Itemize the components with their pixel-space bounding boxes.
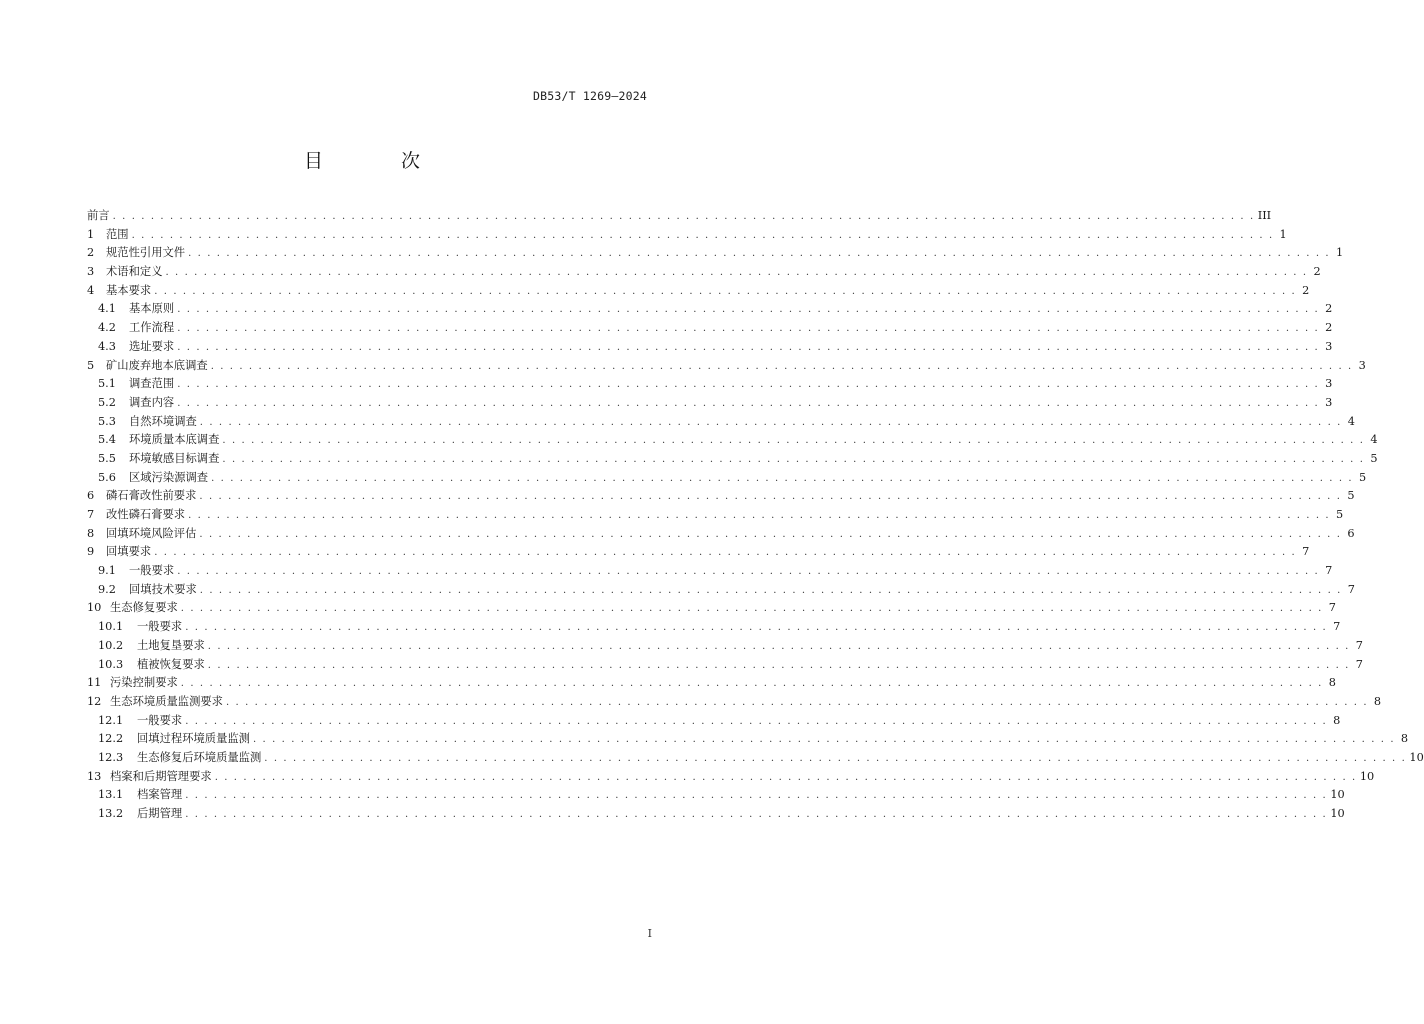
toc-entry[interactable]	[87, 263, 1321, 282]
toc-entry-page: 6	[1347, 526, 1355, 540]
toc-entry-title: 生态修复后环境质量监测	[137, 750, 262, 764]
toc-entry-number: 9	[87, 545, 95, 559]
toc-entry-page: 2	[1325, 302, 1333, 316]
toc-dot-leader: . . . . . . . . . . . . . . . . . . . . . . . . . . . . . . . . . . . . . . . . . . . . . . . . . . . . . . . . . . . . . . . . . . . . . . . . . . . . . . . . . . . . . . . . . . . . . . . . . . . . . . . . . . . . . . . . . . . . . . . .	[188, 248, 1331, 260]
toc-subentry[interactable]	[87, 712, 1341, 731]
toc-entry-title: 改性磷石膏要求	[106, 508, 186, 521]
toc-subentry[interactable]	[87, 637, 1363, 656]
toc-dot-leader: . . . . . . . . . . . . . . . . . . . . . . . . . . . . . . . . . . . . . . . . . . . . . . . . . . . . . . . . . . . . . . . . . . . . . . . . . . . . . . . . . . . . . . . . . . . . . . . . . . . . . . . . . . . . . . . . . . . . . . . .	[199, 584, 1342, 596]
toc-dot-leader: . . . . . . . . . . . . . . . . . . . . . . . . . . . . . . . . . . . . . . . . . . . . . . . . . . . . . . . . . . . . . . . . . . . . . . . . . . . . . . . . . . . . . . . . . . . . . . . . . . . . . . . . . . . . . . . . . . . . . . . .	[180, 603, 1323, 615]
toc-entry-page: 7	[1333, 620, 1341, 634]
toc-entry-number: 1	[87, 227, 95, 241]
table-of-contents	[87, 207, 1424, 824]
toc-entry-page: 1	[1279, 227, 1287, 241]
toc-dot-leader: . . . . . . . . . . . . . . . . . . . . . . . . . . . . . . . . . . . . . . . . . . . . . . . . . . . . . . . . . . . . . . . . . . . . . . . . . . . . . . . . . . . . . . . . . . . . . . . . . . . . . . . . . . . . . . . . . . . . . . . .	[177, 379, 1320, 391]
toc-entry-title: 档案管理	[137, 788, 183, 802]
toc-entry-title: 调查内容	[129, 395, 175, 409]
toc-dot-leader: . . . . . . . . . . . . . . . . . . . . . . . . . . . . . . . . . . . . . . . . . . . . . . . . . . . . . . . . . . . . . . . . . . . . . . . . . . . . . . . . . . . . . . . . . . . . . . . . . . . . . . . . . . . . . . . . . . . . . . . .	[177, 566, 1320, 578]
toc-entry[interactable]	[87, 487, 1355, 506]
toc-entry-page: 2	[1325, 321, 1333, 335]
toc-entry-number: 12.1	[98, 713, 124, 727]
toc-entry[interactable]	[87, 226, 1287, 245]
toc-entry-title: 范围	[106, 227, 129, 241]
toc-entry-number: 5.3	[98, 414, 116, 428]
toc-entry-title: 档案和后期管理要求	[110, 769, 212, 783]
toc-entry-number: 4	[87, 283, 95, 297]
toc-entry[interactable]	[87, 693, 1382, 712]
toc-entry-title: 生态修复要求	[110, 601, 178, 615]
toc-entry-number: 5.6	[98, 470, 116, 484]
toc-dot-leader: . . . . . . . . . . . . . . . . . . . . . . . . . . . . . . . . . . . . . . . . . . . . . . . . . . . . . . . . . . . . . . . . . . . . . . . . . . . . . . . . . . . . . . . . . . . . . . . . . . . . . . . . . . . . . . . . . . . . . . . .	[222, 435, 1365, 447]
toc-entry-number: 5	[87, 358, 95, 372]
toc-entry-title: 矿山废弃地本底调查	[106, 358, 208, 372]
toc-subentry[interactable]	[87, 338, 1333, 357]
toc-entry-page: 7	[1328, 601, 1336, 615]
toc-entry-title: 生态环境质量监测要求	[110, 694, 223, 708]
toc-dot-leader: . . . . . . . . . . . . . . . . . . . . . . . . . . . . . . . . . . . . . . . . . . . . . . . . . . . . . . . . . . . . . . . . . . . . . . . . . . . . . . . . . . . . . . . . . . . . . . . . . . . . . . . . . . . . . . . . . . . . . . . .	[210, 360, 1353, 372]
toc-entry-title: 自然环境调查	[129, 414, 197, 428]
toc-entry-number: 5.1	[98, 377, 116, 391]
document-code: DB53/T 1269—2024	[533, 89, 647, 103]
toc-dot-leader: . . . . . . . . . . . . . . . . . . . . . . . . . . . . . . . . . . . . . . . . . . . . . . . . . . . . . . . . . . . . . . . . . . . . . . . . . . . . . . . . . . . . . . . . . . . . . . . . . . . . . . . . . . . . . . . . . . . . . . . .	[225, 696, 1369, 708]
toc-dot-leader: . . . . . . . . . . . . . . . . . . . . . . . . . . . . . . . . . . . . . . . . . . . . . . . . . . . . . . . . . . . . . . . . . . . . . . . . . . . . . . . . . . . . . . . . . . . . . . . . . . . . . . . . . . . . . . . . . . . . . . . .	[177, 397, 1320, 409]
toc-subentry[interactable]	[87, 805, 1345, 824]
toc-entry-number: 2	[87, 246, 95, 260]
toc-subentry[interactable]	[87, 730, 1409, 749]
toc-entry-number: 10.3	[98, 657, 124, 671]
toc-dot-leader: . . . . . . . . . . . . . . . . . . . . . . . . . . . . . . . . . . . . . . . . . . . . . . . . . . . . . . . . . . . . . . . . . . . . . . . . . . . . . . . . . . . . . . . . . . . . . . . . . . . . . . . . . . . . . . . . . . . . . . . .	[154, 285, 1297, 297]
toc-entry-number: 5.2	[98, 395, 116, 409]
page-number: I	[647, 927, 652, 940]
toc-entry-page: 8	[1328, 676, 1336, 690]
toc-entry-title: 前言	[87, 209, 110, 222]
toc-entry-title: 磷石膏改性前要求	[106, 489, 197, 503]
toc-entry-number: 10.2	[98, 638, 124, 652]
toc-entry[interactable]	[87, 244, 1344, 263]
toc-dot-leader: . . . . . . . . . . . . . . . . . . . . . . . . . . . . . . . . . . . . . . . . . . . . . . . . . . . . . . . . . . . . . . . . . . . . . . . . . . . . . . . . . . . . . . . . . . . . . . . . . . . . . . . . . . . . . . . . . . . . . . . .	[222, 453, 1365, 465]
toc-entry-page: 7	[1302, 545, 1310, 559]
toc-entry-number: 5.4	[98, 433, 116, 447]
toc-entry-title: 回填环境风险评估	[106, 526, 197, 540]
toc-entry-number: 5.5	[98, 451, 116, 465]
toc-entry-title: 选址要求	[129, 339, 175, 353]
toc-entry-number: 13.2	[98, 807, 124, 820]
toc-entry-page: 7	[1325, 564, 1333, 578]
toc-entry-number: 6	[87, 489, 95, 503]
toc-entry-title: 植被恢复要求	[137, 657, 205, 671]
toc-subentry[interactable]	[87, 786, 1345, 805]
toc-dot-leader: . . . . . . . . . . . . . . . . . . . . . . . . . . . . . . . . . . . . . . . . . . . . . . . . . . . . . . . . . . . . . . . . . . . . . . . . . . . . . . . . . . . . . . . . . . . . . . . . . . . . . . . . . . . . . . . . . . . . . . . .	[185, 622, 1328, 634]
toc-dot-leader: . . . . . . . . . . . . . . . . . . . . . . . . . . . . . . . . . . . . . . . . . . . . . . . . . . . . . . . . . . . . . . . . . . . . . . . . . . . . . . . . . . . . . . . . . . . . . . . . . . . . . . . . . . . . . . . . . . . . . . . .	[165, 267, 1308, 279]
toc-entry-title: 土地复垦要求	[137, 638, 205, 652]
toc-entry-title: 环境质量本底调查	[129, 433, 220, 447]
toc-subentry[interactable]	[87, 562, 1333, 581]
toc-entry-number: 12.2	[98, 732, 124, 746]
toc-entry-number: 8	[87, 526, 95, 540]
toc-entry-title: 基本原则	[129, 302, 175, 316]
toc-entry[interactable]	[87, 674, 1336, 693]
toc-dot-leader: . . . . . . . . . . . . . . . . . . . . . . . . . . . . . . . . . . . . . . . . . . . . . . . . . . . . . . . . . . . . . . . . . . . . . . . . . . . . . . . . . . . . . . . . . . . . . . . . . . . . . . . . . . . . . . . . . . . . . . . .	[207, 659, 1350, 671]
toc-entry-number: 11	[87, 676, 102, 690]
toc-entry-page: 2	[1313, 265, 1321, 279]
toc-entry-page: 10	[1409, 750, 1424, 764]
toc-entry-page: 10	[1330, 807, 1345, 820]
toc-entry[interactable]	[87, 357, 1366, 376]
toc-dot-leader: . . . . . . . . . . . . . . . . . . . . . . . . . . . . . . . . . . . . . . . . . . . . . . . . . . . . . . . . . . . . . . . . . . . . . . . . . . . . . . . . . . . . . . . . . . . . . . . . . . . . . . . . . . . . . . . . . . . . . . . .	[177, 341, 1320, 353]
toc-entry[interactable]	[87, 506, 1344, 525]
toc-entry[interactable]	[87, 207, 1272, 226]
toc-dot-leader: . . . . . . . . . . . . . . . . . . . . . . . . . . . . . . . . . . . . . . . . . . . . . . . . . . . . . . . . . . . . . . . . . . . . . . . . . . . . . . . . . . . . . . . . . . . . . . . . . . . . . . . . . . . . . . . . . . . . . . . .	[199, 416, 1342, 428]
toc-entry-page: 7	[1355, 657, 1363, 671]
toc-entry[interactable]	[87, 768, 1375, 787]
toc-entry-page: 10	[1330, 788, 1345, 802]
toc-entry-number: 7	[87, 508, 95, 521]
toc-dot-leader: . . . . . . . . . . . . . . . . . . . . . . . . . . . . . . . . . . . . . . . . . . . . . . . . . . . . . . . . . . . . . . . . . . . . . . . . . . . . . . . . . . . . . . . . . . . . . . . . . . . . . . . . . . . . . . . . . . . . . . . .	[211, 472, 1354, 484]
toc-entry-title: 术语和定义	[106, 265, 163, 279]
toc-entry-number: 13.1	[98, 788, 124, 802]
toc-dot-leader: . . . . . . . . . . . . . . . . . . . . . . . . . . . . . . . . . . . . . . . . . . . . . . . . . . . . . . . . . . . . . . . . . . . . . . . . . . . . . . . . . . . . . . . . . . . . . . . . . . . . . . . . . . . . . . . . . . . . . . . .	[185, 809, 1328, 820]
toc-entry-title: 污染控制要求	[110, 676, 178, 690]
toc-dot-leader: . . . . . . . . . . . . . . . . . . . . . . . . . . . . . . . . . . . . . . . . . . . . . . . . . . . . . . . . . . . . . . . . . . . . . . . . . . . . . . . . . . . . . . . . . . . . . . . . . . . . . . . . . . . . . . . . . . . . . . . .	[154, 547, 1297, 559]
toc-dot-leader: . . . . . . . . . . . . . . . . . . . . . . . . . . . . . . . . . . . . . . . . . . . . . . . . . . . . . . . . . . . . . . . . . . . . . . . . . . . . . . . . . . . . . . . . . . . . . . . . . . . . . . . . . . . . . . . . . . . . . . . .	[207, 640, 1350, 652]
toc-entry-page: 5	[1359, 470, 1367, 484]
toc-subentry[interactable]	[87, 413, 1355, 432]
toc-entry-number: 12	[87, 694, 102, 708]
toc-entry-number: 10	[87, 601, 102, 615]
toc-entry-page: 5	[1370, 451, 1378, 465]
toc-subentry[interactable]	[87, 394, 1333, 413]
toc-dot-leader: . . . . . . . . . . . . . . . . . . . . . . . . . . . . . . . . . . . . . . . . . . . . . . . . . . . . . . . . . . . . . . . . . . . . . . . . . . . . . . . . . . . . . . . . . . . . . . . . . . . . . . . . . . . . . . . . . . . . . . . .	[188, 510, 1331, 521]
toc-entry-page: 3	[1325, 395, 1333, 409]
toc-entry-page: 2	[1302, 283, 1310, 297]
toc-entry-page: 7	[1355, 638, 1363, 652]
toc-subentry[interactable]	[87, 300, 1333, 319]
toc-dot-leader: . . . . . . . . . . . . . . . . . . . . . . . . . . . . . . . . . . . . . . . . . . . . . . . . . . . . . . . . . . . . . . . . . . . . . . . . . . . . . . . . . . . . . . . . . . . . . . . . . . . . . . . . . . . . . . . . . . . . . . . .	[177, 323, 1320, 335]
toc-subentry[interactable]	[87, 431, 1378, 450]
toc-dot-leader: . . . . . . . . . . . . . . . . . . . . . . . . . . . . . . . . . . . . . . . . . . . . . . . . . . . . . . . . . . . . . . . . . . . . . . . . . . . . . . . . . . . . . . . . . . . . . . . . . . . . . . . . . . . . . . . . . . . . . . . .	[185, 715, 1328, 727]
toc-entry-page: 8	[1333, 713, 1341, 727]
toc-entry-title: 一般要求	[137, 713, 183, 727]
toc-subentry[interactable]	[87, 581, 1355, 600]
toc-subentry[interactable]	[87, 450, 1378, 469]
toc-entry[interactable]	[87, 525, 1355, 544]
toc-entry-number: 12.3	[98, 750, 124, 764]
toc-dot-leader: . . . . . . . . . . . . . . . . . . . . . . . . . . . . . . . . . . . . . . . . . . . . . . . . . . . . . . . . . . . . . . . . . . . . . . . . . . . . . . . . . . . . . . . . . . . . . . . . . . . . . . . . . . . . . . . . . . . . . . . .	[252, 734, 1396, 746]
toc-subentry[interactable]	[87, 656, 1363, 675]
toc-entry-page: III	[1257, 209, 1272, 222]
toc-entry-title: 回填技术要求	[129, 582, 197, 596]
toc-entry-page: 3	[1325, 377, 1333, 391]
toc-entry-page: 3	[1358, 358, 1366, 372]
toc-subentry[interactable]	[87, 319, 1333, 338]
toc-entry-title: 区域污染源调查	[129, 470, 209, 484]
toc-entry-number: 10.1	[98, 620, 124, 634]
toc-entry-page: 8	[1373, 694, 1382, 708]
toc-entry-title: 回填要求	[106, 545, 152, 559]
toc-entry[interactable]	[87, 599, 1336, 618]
toc-entry-page: 1	[1336, 246, 1344, 260]
toc-dot-leader: . . . . . . . . . . . . . . . . . . . . . . . . . . . . . . . . . . . . . . . . . . . . . . . . . . . . . . . . . . . . . . . . . . . . . . . . . . . . . . . . . . . . . . . . . . . . . . . . . . . . . . . . . . . . . . . . . . . . . . . .	[264, 752, 1407, 764]
toc-entry-page: 5	[1347, 489, 1355, 503]
toc-entry[interactable]	[87, 282, 1310, 301]
toc-subentry[interactable]	[87, 618, 1341, 637]
toc-entry-page: 4	[1370, 433, 1378, 447]
toc-entry-title: 一般要求	[137, 620, 183, 634]
toc-entry-number: 4.1	[98, 302, 116, 316]
toc-dot-leader: . . . . . . . . . . . . . . . . . . . . . . . . . . . . . . . . . . . . . . . . . . . . . . . . . . . . . . . . . . . . . . . . . . . . . . . . . . . . . . . . . . . . . . . . . . . . . . . . . . . . . . . . . . . . . . . . . . . . . . . .	[185, 790, 1328, 802]
toc-dot-leader: . . . . . . . . . . . . . . . . . . . . . . . . . . . . . . . . . . . . . . . . . . . . . . . . . . . . . . . . . . . . . . . . . . . . . . . . . . . . . . . . . . . . . . . . . . . . . . . . . . . . . . . . . . . . . . . . . . . . . . . .	[177, 304, 1320, 316]
toc-entry-title: 回填过程环境质量监测	[137, 732, 250, 746]
toc-entry-title: 基本要求	[106, 283, 152, 297]
toc-entry-number: 4.3	[98, 339, 116, 353]
toc-entry-number: 9.2	[98, 582, 116, 596]
toc-dot-leader: . . . . . . . . . . . . . . . . . . . . . . . . . . . . . . . . . . . . . . . . . . . . . . . . . . . . . . . . . . . . . . . . . . . . . . . . . . . . . . . . . . . . . . . . . . . . . . . . . . . . . . . . . . . . . . . . . . . . . . . .	[180, 678, 1323, 690]
toc-entry-page: 7	[1347, 582, 1355, 596]
toc-dot-leader: . . . . . . . . . . . . . . . . . . . . . . . . . . . . . . . . . . . . . . . . . . . . . . . . . . . . . . . . . . . . . . . . . . . . . . . . . . . . . . . . . . . . . . . . . . . . . . . . . . . . . . . . . . . . . . . . . . . . . . . .	[131, 229, 1274, 241]
toc-dot-leader: . . . . . . . . . . . . . . . . . . . . . . . . . . . . . . . . . . . . . . . . . . . . . . . . . . . . . . . . . . . . . . . . . . . . . . . . . . . . . . . . . . . . . . . . . . . . . . . . . . . . . . . . . . . . . . . . . . . . . . . .	[214, 771, 1357, 783]
toc-dot-leader: . . . . . . . . . . . . . . . . . . . . . . . . . . . . . . . . . . . . . . . . . . . . . . . . . . . . . . . . . . . . . . . . . . . . . . . . . . . . . . . . . . . . . . . . . . . . . . . . . . . . . . . . . . . . . . . . . . . . . . . .	[199, 491, 1342, 503]
toc-subentry[interactable]	[87, 375, 1333, 394]
toc-entry-title: 环境敏感目标调查	[129, 451, 220, 465]
toc-entry-page: 3	[1325, 339, 1333, 353]
toc-entry-title: 一般要求	[129, 564, 175, 578]
toc-entry-page: 10	[1359, 769, 1375, 783]
toc-entry-page: 4	[1347, 414, 1355, 428]
toc-entry-page: 8	[1400, 732, 1409, 746]
toc-dot-leader: . . . . . . . . . . . . . . . . . . . . . . . . . . . . . . . . . . . . . . . . . . . . . . . . . . . . . . . . . . . . . . . . . . . . . . . . . . . . . . . . . . . . . . . . . . . . . . . . . . . . . . . . . . . . . . . . . . . . . . . .	[199, 528, 1342, 540]
toc-title: 目 次	[303, 150, 457, 172]
toc-entry-title: 工作流程	[129, 321, 175, 335]
toc-entry-title: 规范性引用文件	[106, 246, 186, 260]
toc-entry-page: 5	[1336, 508, 1344, 521]
toc-entry-number: 9.1	[98, 564, 116, 578]
toc-dot-leader: . . . . . . . . . . . . . . . . . . . . . . . . . . . . . . . . . . . . . . . . . . . . . . . . . . . . . . . . . . . . . . . . . . . . . . . . . . . . . . . . . . . . . . . . . . . . . . . . . . . . . . . . . . . . . . . . . . . . . . . .	[112, 211, 1255, 222]
toc-entry-number: 4.2	[98, 321, 116, 335]
toc-entry-title: 调查范围	[129, 377, 175, 391]
toc-subentry[interactable]	[87, 749, 1424, 768]
toc-entry[interactable]	[87, 543, 1310, 562]
toc-subentry[interactable]	[87, 469, 1367, 488]
toc-entry-number: 3	[87, 265, 95, 279]
toc-entry-number: 13	[87, 769, 102, 783]
toc-entry-title: 后期管理	[137, 807, 183, 820]
